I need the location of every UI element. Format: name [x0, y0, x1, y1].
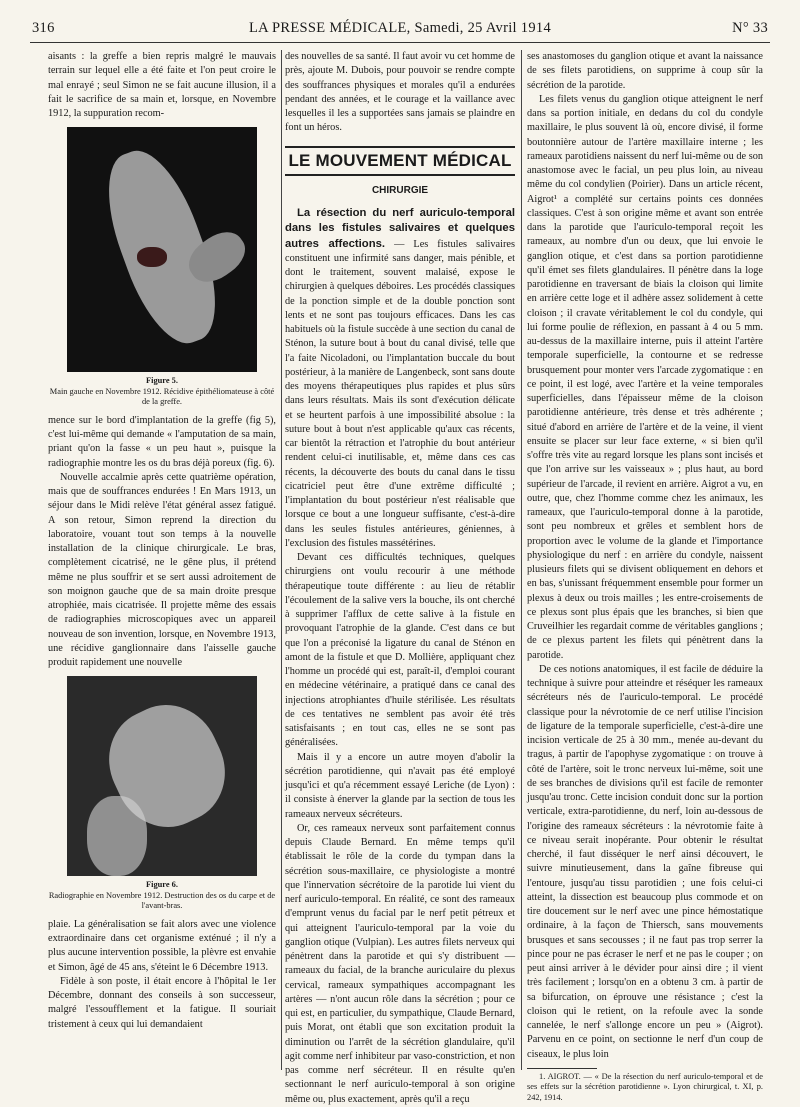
caption-text: Main gauche en Novembre 1912. Récidive épithéliomateuse à côté de la greffe.: [49, 386, 275, 407]
article-title: La résection du nerf auriculo-temporal dans les fistules salivaires et quelques autres affections.: [285, 207, 515, 250]
paragraph: Les filets venus du ganglion otique atteignent le nerf dans sa portion initiale, en dedans du col du condyle maxillaire, le plus souvent là où, encore divisé, il forme boutonnière autour de l'artère maxillaire interne ; les rameaux parotidiens naissent du nerf lui-même ou de son anastomose avec le facial, un peu plus loin, au niveau même du col condylien (Poirier). Dans un article récent, Aigrot¹ a complété sur certains points ces données classiques. C'est à son origine même et avant son entrée dans la parotide que l'auriculo-temporal reçoit les rameaux, au nombre d'un ou deux, que lui envoie le ganglion otique, et c'est dans sa portion parotidienne qu'il émet ses filets glandulaires. Il pénètre dans la loge parotidienne en traversant de biais la cloison qui limite en arrière cette loge et il adhère assez solidement à cette cloison ; il cravate véritablement le col du condyle, qui lui forme poulie de réflexion, en passant à 4 ou 5 mm. au-dessus de la maxillaire interne, puis il atteint l'artère temporale superficielle, la contourne et se redresse brusquement pour monter vers l'arcade zygomatique : en ce point, il est logé, avec l'artère et la veine temporales superficielles, dans l'épaisseur même de la cloison parotidienne antérieure, très dense et très adhérente ; situé d'abord en arrière de l'artère et de la veine, il vient ensuite se placer sur leur face externe, « si bien qu'il s'offre très vite au regard lorsque les plans sont incisés et que l'on arrive sur les vaisseaux » ; plus haut, au bord supérieur de l'arcade, il revient en arrière. Aigrot a vu, en outre, que, chez l'homme comme chez les animaux, les rameaux, que l'auriculo-temporal donne à la parotide, sont peu nombreux et grêles et semblent hors de proportion avec le volume de la glande et l'importance physiologique du nerf : en arrière du condyle, naissent plusieurs filets qui se divisent obliquement en dehors et en bas, s'unissant fréquemment ensemble pour former un plexus à deux ou trois mailles ; les entre-croisements de ce plexus sont plus épais que les branches, si bien que Cruveilhier les regardait comme de véritables ganglions ; de ce plexus partent les filets qui pénètrent dans la parotide.: [527, 93, 763, 661]
paragraph: mence sur le bord d'implantation de la greffe (fig 5), c'est lui-même qui demande « l'amputation de sa main, priant qu'on la fasse « un peu haut », puisque la radiographie montre les os du bras déjà poreux (fig. 6).: [48, 414, 276, 469]
journal-title: LA PRESSE MÉDICALE, Samedi, 25 Avril 1914: [248, 20, 552, 36]
figure-6-caption: [48, 880, 276, 912]
footnote-rule: [527, 1068, 597, 1069]
paragraph: Devant ces difficultés techniques, quelques chirurgiens ont voulu recourir à une méthode thérapeutique toute différente : au lieu de rétablir l'écoulement de la salive vers la bouche, ils ont cherché à supprimer l'afflux de cette salive à la fistule en provoquant l'atrophie de la glande. C'est dans ce but que l'on a préconisé la ligature du canal de Sténon en amont de la fistule et que D. Mollière, appliquant chez l'homme un procédé qui est, paraît-il, d'emploi courant en médecine vétérinaire, a pratiqué dans ce canal des injections atrophiantes d'huile stérilisée. Les résultats de ces tentatives ne semblent pas avoir été très satisfaisants ; en tout cas, elles ne se sont pas généralisées.: [285, 552, 515, 749]
caption-text: Radiographie en Novembre 1912. Destruction des os du carpe et de l'avant-bras.: [48, 890, 276, 911]
page-header: [30, 12, 770, 43]
figure-label: Figure 5.: [146, 376, 178, 386]
figure-5-photo-hand: [67, 127, 257, 372]
paragraph: De ces notions anatomiques, il est facile de déduire la technique à suivre pour atteindre et réséquer les rameaux sécréteurs nés de l'auriculo-temporal. Le procédé classique pour la névrotomie de ce nerf utilise l'incision de ligature de la temporale superficielle, c'est-à-dire une incision verticale de 25 à 30 mm., menée au-devant du tragus, à partir de l'apophyse zygomatique : on trouve à côté de l'artère, soit le tronc nerveux lui-même, soit une de ses branches de divisions qu'il est facile de remonter jusqu'au tronc. Cette incision conduit donc sur la portion verticale, extra-parotidienne, du nerf, loin au-dessous de l'origine des rameaux sécréteurs : la névrotomie faite à ce niveau serait inopérante. Pour obtenir le résultat cherché, il faut disséquer le nerf ainsi découvert, le suivre minutieusement, dans la gaîne fibreuse qui l'entoure, jusqu'au tissu parotidien ; une fois celui-ci atteint, la dissection est beaucoup plus commode et on tire doucement sur le nerf avec une pince hémostatique ordinaire, à la façon de Thiersch, sans mouvements brusques et sans secousses ; il ne faut pas trop serrer la pince pour ne pas écraser le nerf et ne pas le couper ; on peut ainsi arriver à le dévider pour ainsi dire ; il vient très facilement ; lorsqu'on en a obtenu 3 cm. à partir de sa bifurcation, on éprouve une résistance ; c'est la cloison qui le retient, on la refoule avec la sonde cannelée, le nerf s'allonge encore un peu » (Aigrot). Parvenu en ce point, on sectionne le nerf d'un coup de ciseaux, le plus loin: [527, 663, 763, 1060]
paragraph: plaie. La généralisation se fait alors avec une violence extraordinaire dans cet organisme exténué ; il n'y a plus aucune intervention possible, la plèvre est envahie et Simon, âgé de 45 ans, s'éteint le 6 Décembre 1913.: [48, 918, 276, 973]
footnote: 1. AIGROT. — « De la résection du nerf auriculo-temporal et de ses effets sur la sécrétion parotidienne ». Lyon chirurgical, t. XI, p. 242, 1914.: [527, 1071, 763, 1102]
issue-number: N° 33: [732, 20, 768, 36]
paragraph: ses anastomoses du ganglion otique et avant la naissance de ses filets parotidiens, on supprime à coup sûr la sécrétion de la parotide.: [527, 51, 763, 91]
paragraph: Nouvelle accalmie après cette quatrième opération, mais que de souffrances endurées ! En Mars 1913, un séjour dans le Midi relève l'état général assez fatigué. A son retour, Simon reprend la direction du laboratoire, vouant tout son temps à la nouvelle installation de la clinique chirurgicale. Le bras, complètement cicatrisé, ne le gêne plus, il prétend même ne plus souffrir et se sert aussi adroitement de son moignon gauche que de sa main droite presque atrophiée, mais cicatrisée. Il projette même des essais de radiographies microscopiques avec un appareil nouveau de son invention, lorsque, en Novembre 1913, une récidive ganglionnaire dans l'aisselle gauche produit rapidement une nouvelle: [48, 471, 276, 668]
paragraph: aisants : la greffe a bien repris malgré le mauvais terrain sur lequel elle a été faite et l'on peut croire le mal enrayé ; seul Simon ne se fait aucune illusion, il a fait le sacrifice de sa main et, lorsque, en Novembre 1912, la suppuration recom-: [48, 51, 276, 119]
figure-6-radiograph: [67, 676, 257, 876]
paragraph: Mais il y a encore un autre moyen d'abolir la sécrétion parotidienne, qui n'avait pas été employé jusqu'ici et qu'a récemment essayé Leriche (de Lyon) : il consiste à énerver la glande par la section de tous les rameaux nerveux sécréteurs.: [285, 751, 515, 820]
subsection-heading: CHIRURGIE: [371, 184, 429, 196]
figure-5-caption: [48, 376, 276, 408]
page-number: 316: [32, 20, 55, 36]
paragraph: Fidèle à son poste, il était encore à l'hôpital le 1er Décembre, donnant des conseils à son successeur, malgré l'essoufflement et la fatigue. Il souriait tristement à ceux qui lui demandaient: [48, 975, 276, 1030]
paragraph: — Les fistules salivaires constituent une infirmité sans danger, mais pénible, et dont le traitement, souvent malaisé, expose le chirurgien à quelques déboires. Les procédés classiques de la ponction simple et de la double ponction sont lents et ne sont pas toujours efficaces. Dans les cas habituels où la fistule succède à une section du canal de Sténon, la suture bout à bout du canal divisé, telle que l'a faite Nicoladoni, ou l'implantation buccale du bout postérieur, à la manière de Langenbeck, sont sans doute des moyens thérapeutiques plus rapides et plus sûrs dans leurs résultats. Mais ils sont d'exécution délicate et se heurtent parfois à une impossibilité absolue : la suture bout à bout n'est applicable qu'aux cas récents, car bientôt la rétraction et l'atrophie du bout antérieur rendent celui-ci inutilisable, et, même dans ces cas récents, la découverte des bouts du canal dans le tissu cicatriciel peut être d'une extrême difficulté ; l'implantation du bout postérieur n'est réalisable que lorsque ce bout a une longueur suffisante, c'est-à-dire dans les seules fistules antérieures, géniennes, à l'exclusion des fistules massétérines.: [285, 238, 515, 549]
column-rule: [521, 50, 522, 1070]
figure-label: Figure 6.: [146, 880, 178, 890]
column-left: [48, 50, 276, 1074]
column-right: [527, 50, 763, 1102]
paragraph: Or, ces rameaux nerveux sont parfaitement connus depuis Claude Bernard. En même temps qu'il établissait le rôle de la corde du tympan dans la sécrétion sous-maxillaire, ce physiologiste a montré que l'innervation sécrétoire de la parotide lui vient du nerf auriculo-temporal. En réalité, ce sont des rameaux d'emprunt venus du facial par le nerf petit pétreux et qui atteignent l'auriculo-temporal par la voie du ganglion otique (Vulpian). Les autres filets nerveux qui pénètrent dans la parotide et qui s'y distribuent — rameaux du facial, de la branche auriculaire du plexus cervical, rameaux sympathiques accompagnant les artères — n'ont aucun rôle dans la sécrétion ; pour ce qui est, en particulier, du sympathique, Claude Bernard, puis Morat, ont établi que son excitation produit la diminution ou l'arrêt de la sécrétion glandulaire, qu'il agit comme nerf inhibiteur par vaso-constriction, et non pas comme nerf sécréteur. Il en résulte qu'en sectionnant le nerf auriculo-temporal à son origine même ou, plus exactement, après qu'il a reçu: [285, 822, 515, 1105]
column-rule: [281, 50, 282, 1070]
column-middle: [285, 50, 515, 1105]
section-heading: LE MOUVEMENT MÉDICAL: [285, 146, 515, 176]
paragraph: des nouvelles de sa santé. Il faut avoir vu cet homme de près, ajoute M. Dubois, pour pouvoir se rendre compte des souffrances physiques et morales qu'il a endurées pendant des années, et le courage et la vaillance avec lesquelles il les a supportées sans jamais se plaindre en font un héros.: [285, 51, 515, 134]
